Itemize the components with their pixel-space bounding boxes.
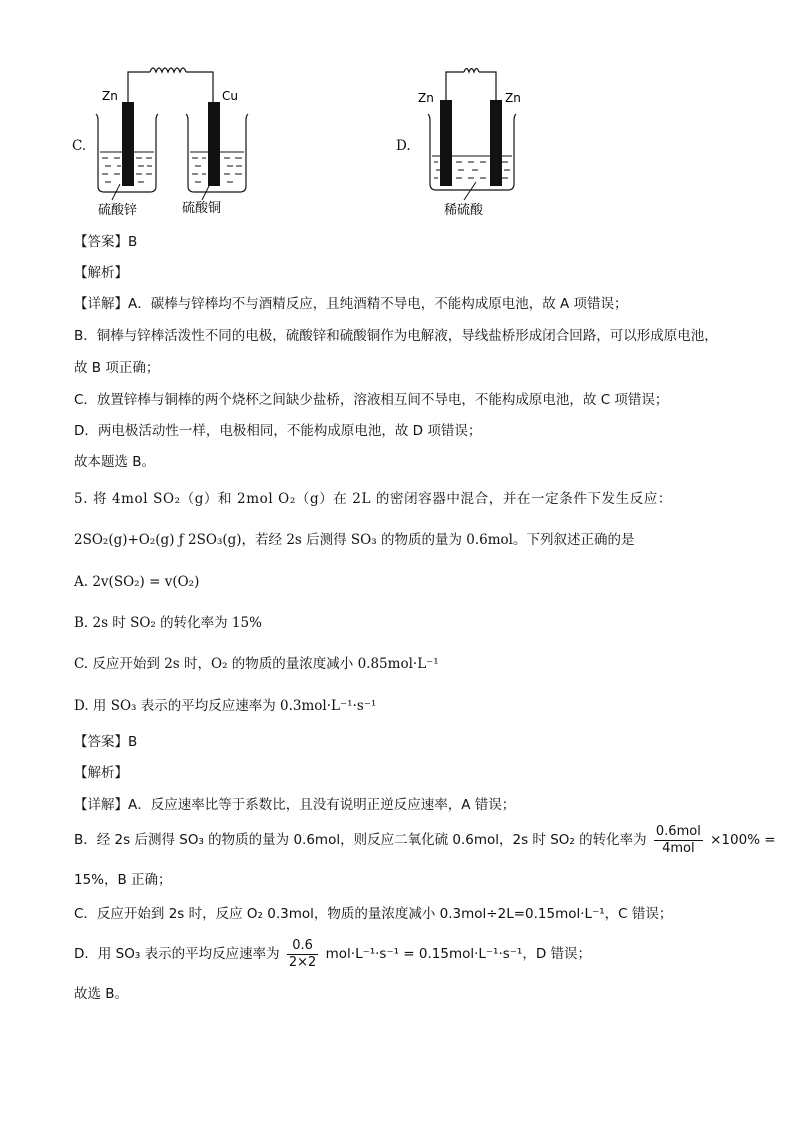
q4-detail-c: C．放置锌棒与铜棒的两个烧杯之间缺少盐桥，溶液相互间不导电，不能构成原电池，故 C 项错误； [74,392,669,408]
q4-detail-b-cont: 故 B 项正确； [74,360,160,376]
q5-option-c: C. 反应开始到 2s 时，O₂ 的物质的量浓度减小 0.85mol·L⁻¹ [74,656,439,672]
q4-detail-d: D．两电极活动性一样，电极相同，不能构成原电池，故 D 项错误； [74,423,482,439]
q5-detail-a: 【详解】A．反应速率比等于系数比，且没有说明正逆反应速率，A 错误； [74,797,516,813]
q4-answer: 【答案】B [74,234,138,250]
q4-analysis-heading: 【解析】 [74,265,128,281]
q5-option-a: A. 2v(SO₂) = v(O₂) [74,574,200,590]
q4-detail-b: B．铜棒与锌棒活泼性不同的电极，硫酸锌和硫酸铜作为电解液，导线盐桥形成闭合回路，可以形成原电池， [74,328,718,344]
cu-electrode-label-c: Cu [222,89,238,103]
q5-detail-b: B．经 2s 后测得 SO₃ 的物质的量为 0.6mol，则反应二氧化硫 0.6mol，2s 时 SO₂ 的转化率为 $\frac{\text{0.6mol}}{\text{4mol}}$ ×100% = [74,823,776,856]
solution-label-copper-sulfate: 硫酸铜 [182,201,222,216]
q5-option-d: D. 用 SO₃ 表示的平均反应速率为 0.3mol·L⁻¹·s⁻¹ [74,698,377,714]
fraction-rate: $\frac{0.6}{2\times 2}$ [288,937,317,970]
solution-label-zinc-sulfate: 硫酸锌 [98,203,138,218]
q4-detail-a: 【详解】A．碳棒与锌棒均不与酒精反应，且纯酒精不导电，不能构成原电池，故 A 项错误； [74,296,628,312]
q5-detail-c: C．反应开始到 2s 时，反应 O₂ 0.3mol，物质的量浓度减小 0.3mol÷2L=0.15mol·L⁻¹，C 错误； [74,906,673,922]
zn-electrode-label-d-right: Zn [505,91,521,105]
solution-label-dilute-sulfuric-acid: 稀硫酸 [444,203,484,218]
figure-d-label: D. [396,138,411,154]
q5-detail-d: D．用 SO₃ 表示的平均反应速率为 $\frac{0.6}{2\times 2}$ mol·L⁻¹·s⁻¹ = 0.15mol·L⁻¹·s⁻¹，D 错误； [74,937,592,970]
q5-analysis-heading: 【解析】 [74,765,128,781]
q5-stem: 5. 将 4mol SO₂（g）和 2mol O₂（g）在 2L 的密闭容器中混合，并在一定条件下发生反应： [74,491,673,507]
q5-detail-b-cont: 15%，B 正确； [74,872,172,888]
q5-option-b: B. 2s 时 SO₂ 的转化率为 15% [74,615,262,631]
q5-conclusion: 故选 B。 [74,986,129,1002]
figure-c-label: C. [72,138,87,154]
q5-stem-equation-line: 2SO₂(g)+O₂(g) ƒ 2SO₃(g)，若经 2s 后测得 SO₃ 的物质的量为 0.6mol。下列叙述正确的是 [74,532,635,548]
zn-electrode-label-d-left: Zn [418,91,434,105]
figure-c-galvanic-cells [92,58,262,223]
zn-electrode-label-c: Zn [102,89,118,103]
reaction-equation: 2SO₂(g)+O₂(g) ƒ 2SO₃(g) [74,532,242,548]
q5-answer: 【答案】B [74,734,138,750]
figure-d-galvanic-cell [416,58,526,223]
fraction-conversion-rate: $\frac{\text{0.6mol}}{\text{4mol}}$ [655,823,701,856]
q4-conclusion: 故本题选 B。 [74,454,156,470]
